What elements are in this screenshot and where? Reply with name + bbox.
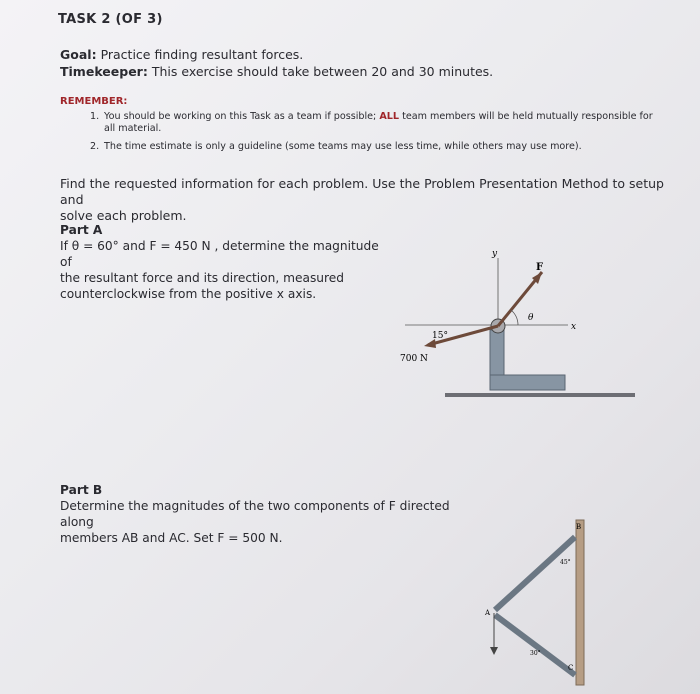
y-label: y [492,249,498,259]
base [490,375,565,390]
b-label: B [576,523,582,531]
task-title: TASK 2 (OF 3) [58,12,163,27]
a-label: A [485,609,491,617]
goal-line: Goal: Practice finding resultant forces. [60,47,304,62]
wall [576,520,584,685]
part-a-figure [390,240,650,415]
angle-15-label: 15° [432,331,448,341]
f-label: F [536,262,544,273]
part-b-text: Part B Determine the magnitudes of the two components of F directed along members AB and AC. Set F = 500 N. [60,482,480,546]
part-a-heading: Part A [60,223,103,237]
c-label: C [568,664,574,672]
part-b-heading: Part B [60,483,103,497]
angle-30-label: 30° [530,650,541,657]
member-ab [495,537,575,610]
timekeeper-line: Timekeeper: This exercise should take between 20 and 30 minutes. [60,64,494,79]
goal-block [60,46,493,80]
remember-heading: REMEMBER: [60,96,128,107]
remember-item-1: 1. You should be working on this Task as a team if possible; ALL team members will be held mutually responsible for all material. [90,111,653,134]
force-700-label: 700 N [400,354,428,364]
theta-arc [511,310,518,325]
force-f-head-b [490,647,498,655]
part-b-figure [480,515,600,694]
angle-45-label: 45° [560,559,571,566]
remember-item-2: 2. The time estimate is only a guideline (some teams may use less time, while others may use more). [90,141,582,152]
theta-label: θ [528,313,534,323]
member-ac [495,615,575,675]
instructions: Find the requested information for each problem. Use the Problem Presentation Method to setup and solve each problem. [60,176,664,223]
x-label: x [571,322,577,332]
part-a-text: Part A If θ = 60° and F = 450 N , determine the magnitude of the resultant force and its direction, measured counterclockwise from the positive x axis. [60,222,390,302]
